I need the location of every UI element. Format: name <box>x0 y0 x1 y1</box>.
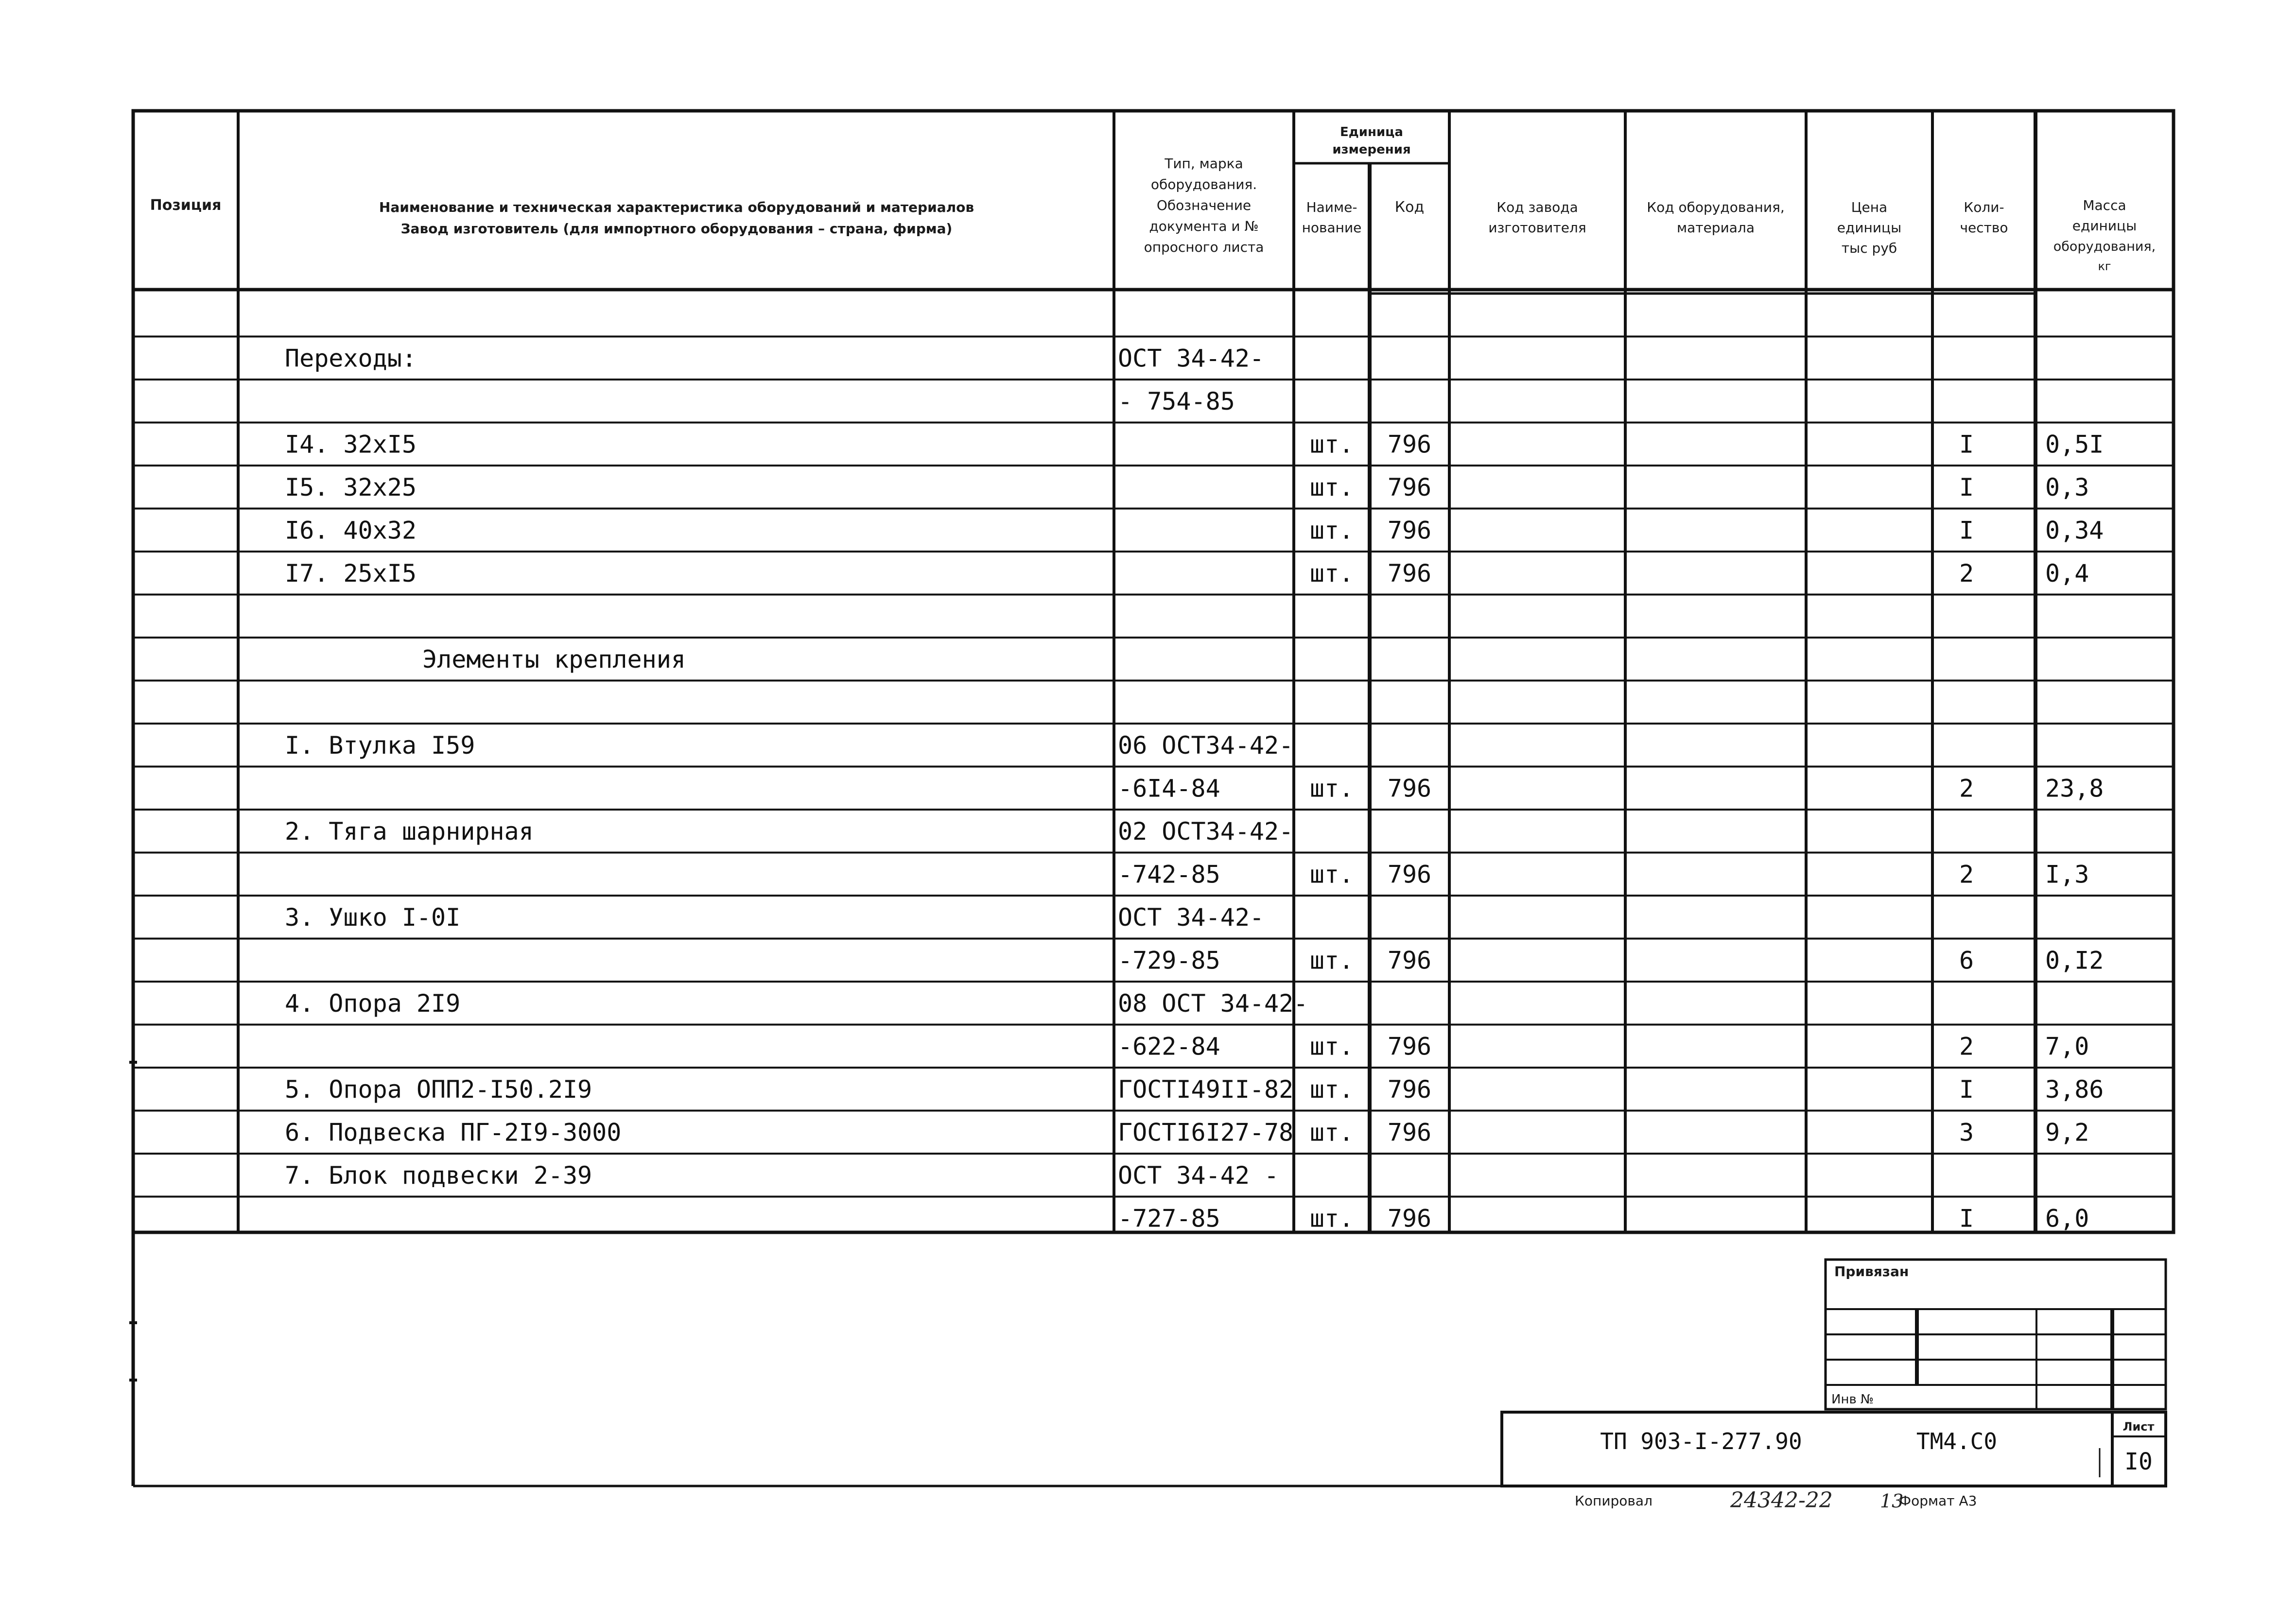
cell-code: 796 <box>1387 1032 1432 1061</box>
cell-doc: -742-85 <box>1118 860 1220 889</box>
header-qty-l2: чество <box>1960 220 2008 236</box>
header-factory-l2: изготовителя <box>1488 220 1586 236</box>
stamp-sheet-label: Лист <box>2122 1420 2155 1434</box>
table-row <box>285 1075 2104 1104</box>
cell-qty: 6 <box>1959 946 1974 975</box>
cell-code: 796 <box>1387 516 1432 545</box>
cell-qty: 2 <box>1959 774 1974 803</box>
table-row <box>1118 775 2104 803</box>
cell-qty: I <box>1959 430 1974 459</box>
cell-qty: I <box>1959 1075 1974 1104</box>
cell-qty: I <box>1959 473 1974 501</box>
header-factory-l1: Код завода <box>1496 199 1578 215</box>
cell-name: I5. 32x25 <box>285 473 417 501</box>
table-row <box>1118 387 1235 415</box>
table-body <box>285 345 2104 1233</box>
header-type-l5: опросного листа <box>1144 239 1264 255</box>
cell-doc: -727-85 <box>1118 1204 1220 1233</box>
header <box>150 125 2156 273</box>
cell-unit: шт. <box>1309 473 1354 501</box>
cell-code: 796 <box>1387 430 1432 459</box>
cell-name: 7. Блок подвески 2-39 <box>285 1161 592 1190</box>
table-row <box>285 345 1264 373</box>
cell-doc: ГОСТI49II-82 <box>1118 1075 1294 1104</box>
cell-mass: 0,4 <box>2045 559 2089 588</box>
cell-name: I6. 40x32 <box>285 516 417 545</box>
header-unit-l2: измерения <box>1332 142 1411 157</box>
cell-doc: 02 ОСТ34-42- <box>1118 817 1294 846</box>
cell-doc: ОСТ 34-42 - <box>1118 1161 1279 1190</box>
cell-unit: шт. <box>1309 559 1354 588</box>
cell-doc: ГОСТI6I27-78 <box>1118 1118 1294 1147</box>
cell-unit: шт. <box>1309 516 1354 545</box>
cell-doc: ОСТ 34-42- <box>1118 903 1265 932</box>
cell-unit: шт. <box>1309 774 1354 803</box>
cell-qty: I <box>1959 1204 1974 1233</box>
header-qty-l1: Коли- <box>1964 199 2004 215</box>
table-row <box>285 1161 1279 1190</box>
stamp-sheet-number: I0 <box>2124 1448 2153 1475</box>
cell-code: 796 <box>1387 559 1432 588</box>
cell-mass: 6,0 <box>2045 1204 2089 1233</box>
stamp-doc-mark: ТМ4.С0 <box>1916 1428 1998 1454</box>
stamp-inv-label: Инв № <box>1831 1392 1874 1407</box>
cell-name: 3. Ушко I-0I <box>285 903 461 932</box>
header-price-l1: Цена <box>1851 199 1888 215</box>
table-row <box>285 989 1308 1018</box>
cell-mass: 7,0 <box>2045 1032 2089 1061</box>
cell-unit: шт. <box>1309 1118 1354 1147</box>
cell-mass: 9,2 <box>2045 1118 2089 1147</box>
cell-unit: шт. <box>1309 946 1354 975</box>
header-type-l4: документа и № <box>1149 218 1259 234</box>
cell-mass: 0,5I <box>2045 430 2104 459</box>
footer-copied-label: Копировал <box>1575 1493 1652 1509</box>
cell-name: I4. 32xI5 <box>285 430 417 459</box>
header-price-l2: единицы <box>1837 220 1902 236</box>
cell-mass: 0,34 <box>2045 516 2104 545</box>
header-mass-l4: кг <box>2098 259 2111 273</box>
cell-mass: 3,86 <box>2045 1075 2104 1104</box>
header-name-line2: Завод изготовитель (для импортного оборудования – страна, фирма) <box>400 221 953 237</box>
header-equip-l1: Код оборудования, <box>1647 199 1785 215</box>
stamp-doc-code: ТП 903-I-277.90 <box>1600 1428 1802 1454</box>
table-row <box>1118 1033 2089 1061</box>
cell-name: Переходы: <box>285 344 417 373</box>
cell-name: 5. Опора ОПП2-I50.2I9 <box>285 1075 592 1104</box>
cell-name: I. Втулка I59 <box>285 731 475 760</box>
cell-unit: шт. <box>1309 1204 1354 1233</box>
cell-doc: 06 ОСТ34-42- <box>1118 731 1294 760</box>
footer-copy-extra: 13 <box>1880 1490 1904 1512</box>
cell-code: 796 <box>1387 1118 1432 1147</box>
cell-doc: - 754-85 <box>1118 387 1235 415</box>
cell-name: 6. Подвеска ПГ-2I9-3000 <box>285 1118 622 1147</box>
header-mass-l2: единицы <box>2072 218 2137 234</box>
cell-unit: шт. <box>1309 430 1354 459</box>
cell-qty: 2 <box>1959 1032 1974 1061</box>
footer-format-label: Формат А3 <box>1899 1493 1977 1509</box>
cell-unit: шт. <box>1309 860 1354 889</box>
header-type-l2: оборудования. <box>1150 176 1257 192</box>
cell-qty: 3 <box>1959 1118 1974 1147</box>
cell-name: 2. Тяга шарнирная <box>285 817 534 846</box>
cell-unit: шт. <box>1309 1032 1354 1061</box>
cell-code: 796 <box>1387 1075 1432 1104</box>
cell-mass: 0,I2 <box>2045 946 2104 975</box>
cell-doc: -729-85 <box>1118 946 1220 975</box>
cell-name: Элементы крепления <box>422 645 686 674</box>
cell-name: I7. 25xI5 <box>285 559 417 588</box>
cell-doc: -6I4-84 <box>1118 774 1220 803</box>
table-row <box>285 431 2104 459</box>
header-unit-code: Код <box>1394 199 1425 216</box>
cell-qty: I <box>1959 516 1974 545</box>
header-mass-l1: Масса <box>2083 197 2126 213</box>
cell-unit: шт. <box>1309 1075 1354 1104</box>
cell-mass: 0,3 <box>2045 473 2089 501</box>
header-type-l3: Обозначение <box>1156 197 1252 213</box>
table-row <box>285 817 1293 846</box>
table-row <box>1118 1205 2089 1233</box>
table-row <box>1118 861 2089 889</box>
cell-code: 796 <box>1387 1204 1432 1233</box>
cell-code: 796 <box>1387 860 1432 889</box>
stamp-bound-label: Привязан <box>1834 1263 1909 1279</box>
header-price-l3: тыс руб <box>1841 240 1897 256</box>
table-row <box>422 645 686 674</box>
table-row <box>285 559 2089 588</box>
header-unit-name-l1: Наиме- <box>1306 199 1357 215</box>
header-mass-l3: оборудования, <box>2053 239 2156 254</box>
cell-doc: 08 ОСТ 34-42- <box>1118 989 1308 1018</box>
cell-name: 4. Опора 2I9 <box>285 989 461 1018</box>
header-name-line1: Наименование и техническая характеристика оборудований и материалов <box>379 199 974 215</box>
table-row <box>285 1119 2089 1147</box>
header-type-l1: Тип, марка <box>1165 156 1243 172</box>
cell-qty: 2 <box>1959 559 1974 588</box>
table-row <box>285 517 2104 545</box>
header-unit-name-l2: нование <box>1302 220 1362 236</box>
header-position: Позиция <box>150 197 222 214</box>
table-row <box>285 473 2089 501</box>
cell-mass: 23,8 <box>2045 774 2104 803</box>
cell-doc: ОСТ 34-42- <box>1118 344 1265 373</box>
cell-code: 796 <box>1387 946 1432 975</box>
cell-doc: -622-84 <box>1118 1032 1220 1061</box>
table-row <box>285 731 1293 760</box>
cell-qty: 2 <box>1959 860 1974 889</box>
cell-code: 796 <box>1387 473 1432 501</box>
header-equip-l2: материала <box>1676 220 1755 236</box>
table-row <box>1118 947 2104 975</box>
table-row <box>285 903 1264 932</box>
row-lines <box>133 337 2174 1197</box>
header-unit-l1: Единица <box>1340 125 1403 139</box>
cell-mass: I,3 <box>2045 860 2089 889</box>
cell-code: 796 <box>1387 774 1432 803</box>
footer-copy-number: 24342-22 <box>1730 1488 1833 1513</box>
